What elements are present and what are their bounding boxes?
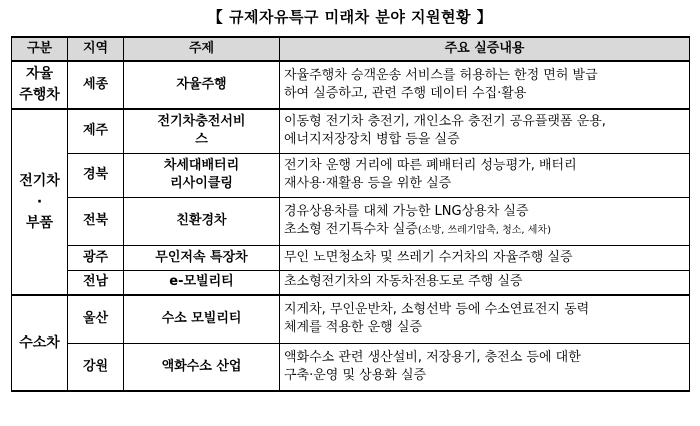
theme-cell bbox=[124, 270, 280, 295]
content-note: (소방, 쓰레기압축, 청소, 세차) bbox=[417, 224, 551, 236]
theme-cell bbox=[124, 245, 280, 270]
theme-cell bbox=[124, 61, 280, 109]
theme-line: 전기차충전서비 bbox=[157, 114, 246, 130]
theme-line: e-모빌리티 bbox=[169, 274, 234, 290]
region-cell: 제주 bbox=[68, 109, 124, 153]
theme-line: 차세대배터리 bbox=[163, 158, 240, 173]
category-autonomous bbox=[12, 61, 68, 109]
category-line: · bbox=[36, 193, 43, 210]
content-cell bbox=[280, 245, 690, 270]
theme-line: 자율주행 bbox=[176, 77, 227, 92]
content-cell bbox=[280, 109, 690, 153]
content-line: 액화수소 관련 생산설비, 저장용기, 충전소 등에 대한 bbox=[284, 349, 581, 365]
region-cell: 울산 bbox=[68, 295, 124, 343]
table-row bbox=[12, 153, 690, 197]
content-line: 무인 노면청소차 및 쓰레기 수거차의 자율주행 실증 bbox=[284, 249, 573, 265]
theme-cell bbox=[124, 197, 280, 245]
content-cell bbox=[280, 295, 690, 343]
region-cell: 경북 bbox=[68, 153, 124, 197]
header-region: 지역 bbox=[68, 37, 124, 61]
content-line: 체계를 적용한 운행 실증 bbox=[284, 320, 422, 336]
category-line: 주행차 bbox=[19, 87, 60, 103]
header-content: 주요 실증내용 bbox=[280, 37, 690, 61]
theme-cell bbox=[124, 153, 280, 197]
region-cell: 강원 bbox=[68, 343, 124, 391]
content-line: 지게차, 무인운반차, 소형선박 등에 수소연료전지 동력 bbox=[284, 302, 590, 318]
table-row bbox=[12, 197, 690, 245]
theme-line: 리사이클링 bbox=[170, 176, 233, 191]
category-line: 전기차 bbox=[19, 172, 60, 189]
table-row bbox=[12, 295, 690, 343]
region-cell: 광주 bbox=[68, 245, 124, 270]
table-row bbox=[12, 109, 690, 153]
header-category: 구분 bbox=[12, 37, 68, 61]
theme-cell bbox=[124, 295, 280, 343]
theme-line: 수소 모빌리티 bbox=[161, 311, 242, 327]
category-hydrogen: 수소차 bbox=[12, 295, 68, 391]
table-row bbox=[12, 245, 690, 270]
region-cell: 세종 bbox=[68, 61, 124, 109]
theme-line: 스 bbox=[195, 132, 208, 148]
content-cell bbox=[280, 343, 690, 391]
content-line: 구축·운영 및 상용화 실증 bbox=[284, 367, 427, 383]
table-header-row bbox=[12, 37, 690, 61]
content-line: 전기차 운행 거리에 따른 폐배터리 성능평가, 배터리 bbox=[284, 158, 577, 173]
category-line: 자율 bbox=[25, 66, 54, 82]
table-row bbox=[12, 270, 690, 295]
content-line: 재사용·재활용 등을 위한 실증 bbox=[284, 176, 452, 191]
content-cell bbox=[280, 197, 690, 245]
region-cell: 전남 bbox=[68, 270, 124, 295]
content-cell bbox=[280, 270, 690, 295]
content-line: 이동형 전기차 충전기, 개인소유 충전기 공유플랫폼 운용, bbox=[284, 114, 606, 130]
content-line: 경유상용차를 대체 가능한 LNG상용차 실증 bbox=[284, 203, 529, 219]
theme-cell bbox=[124, 109, 280, 153]
page-title: 【 규제자유특구 미래차 분야 지원현황 】 bbox=[207, 8, 493, 26]
content-line bbox=[284, 221, 685, 240]
theme-line: 액화수소 산업 bbox=[161, 358, 242, 374]
theme-cell bbox=[124, 343, 280, 391]
header-theme: 주제 bbox=[124, 37, 280, 61]
content-line: 초소형전기차의 자동차전용도로 주행 실증 bbox=[284, 274, 523, 290]
content-line: 자율주행차 승객운송 서비스를 허용하는 한정 면허 발급 bbox=[284, 68, 598, 83]
table-row bbox=[12, 343, 690, 391]
theme-line: 무인저속 특장차 bbox=[155, 249, 248, 265]
theme-line: 친환경차 bbox=[176, 213, 227, 228]
content-cell bbox=[280, 61, 690, 109]
content-cell bbox=[280, 153, 690, 197]
support-status-table bbox=[11, 36, 690, 392]
category-line: 부품 bbox=[25, 214, 54, 231]
table-row bbox=[12, 61, 690, 109]
region-cell: 전북 bbox=[68, 197, 124, 245]
category-ev bbox=[12, 109, 68, 295]
content-line: 하여 실증하고, 관련 주행 데이터 수집·활용 bbox=[284, 86, 527, 101]
content-line: 에너지저장장치 병합 등을 실증 bbox=[284, 132, 460, 148]
content-text: 초소형 전기특수차 실증 bbox=[284, 221, 418, 237]
